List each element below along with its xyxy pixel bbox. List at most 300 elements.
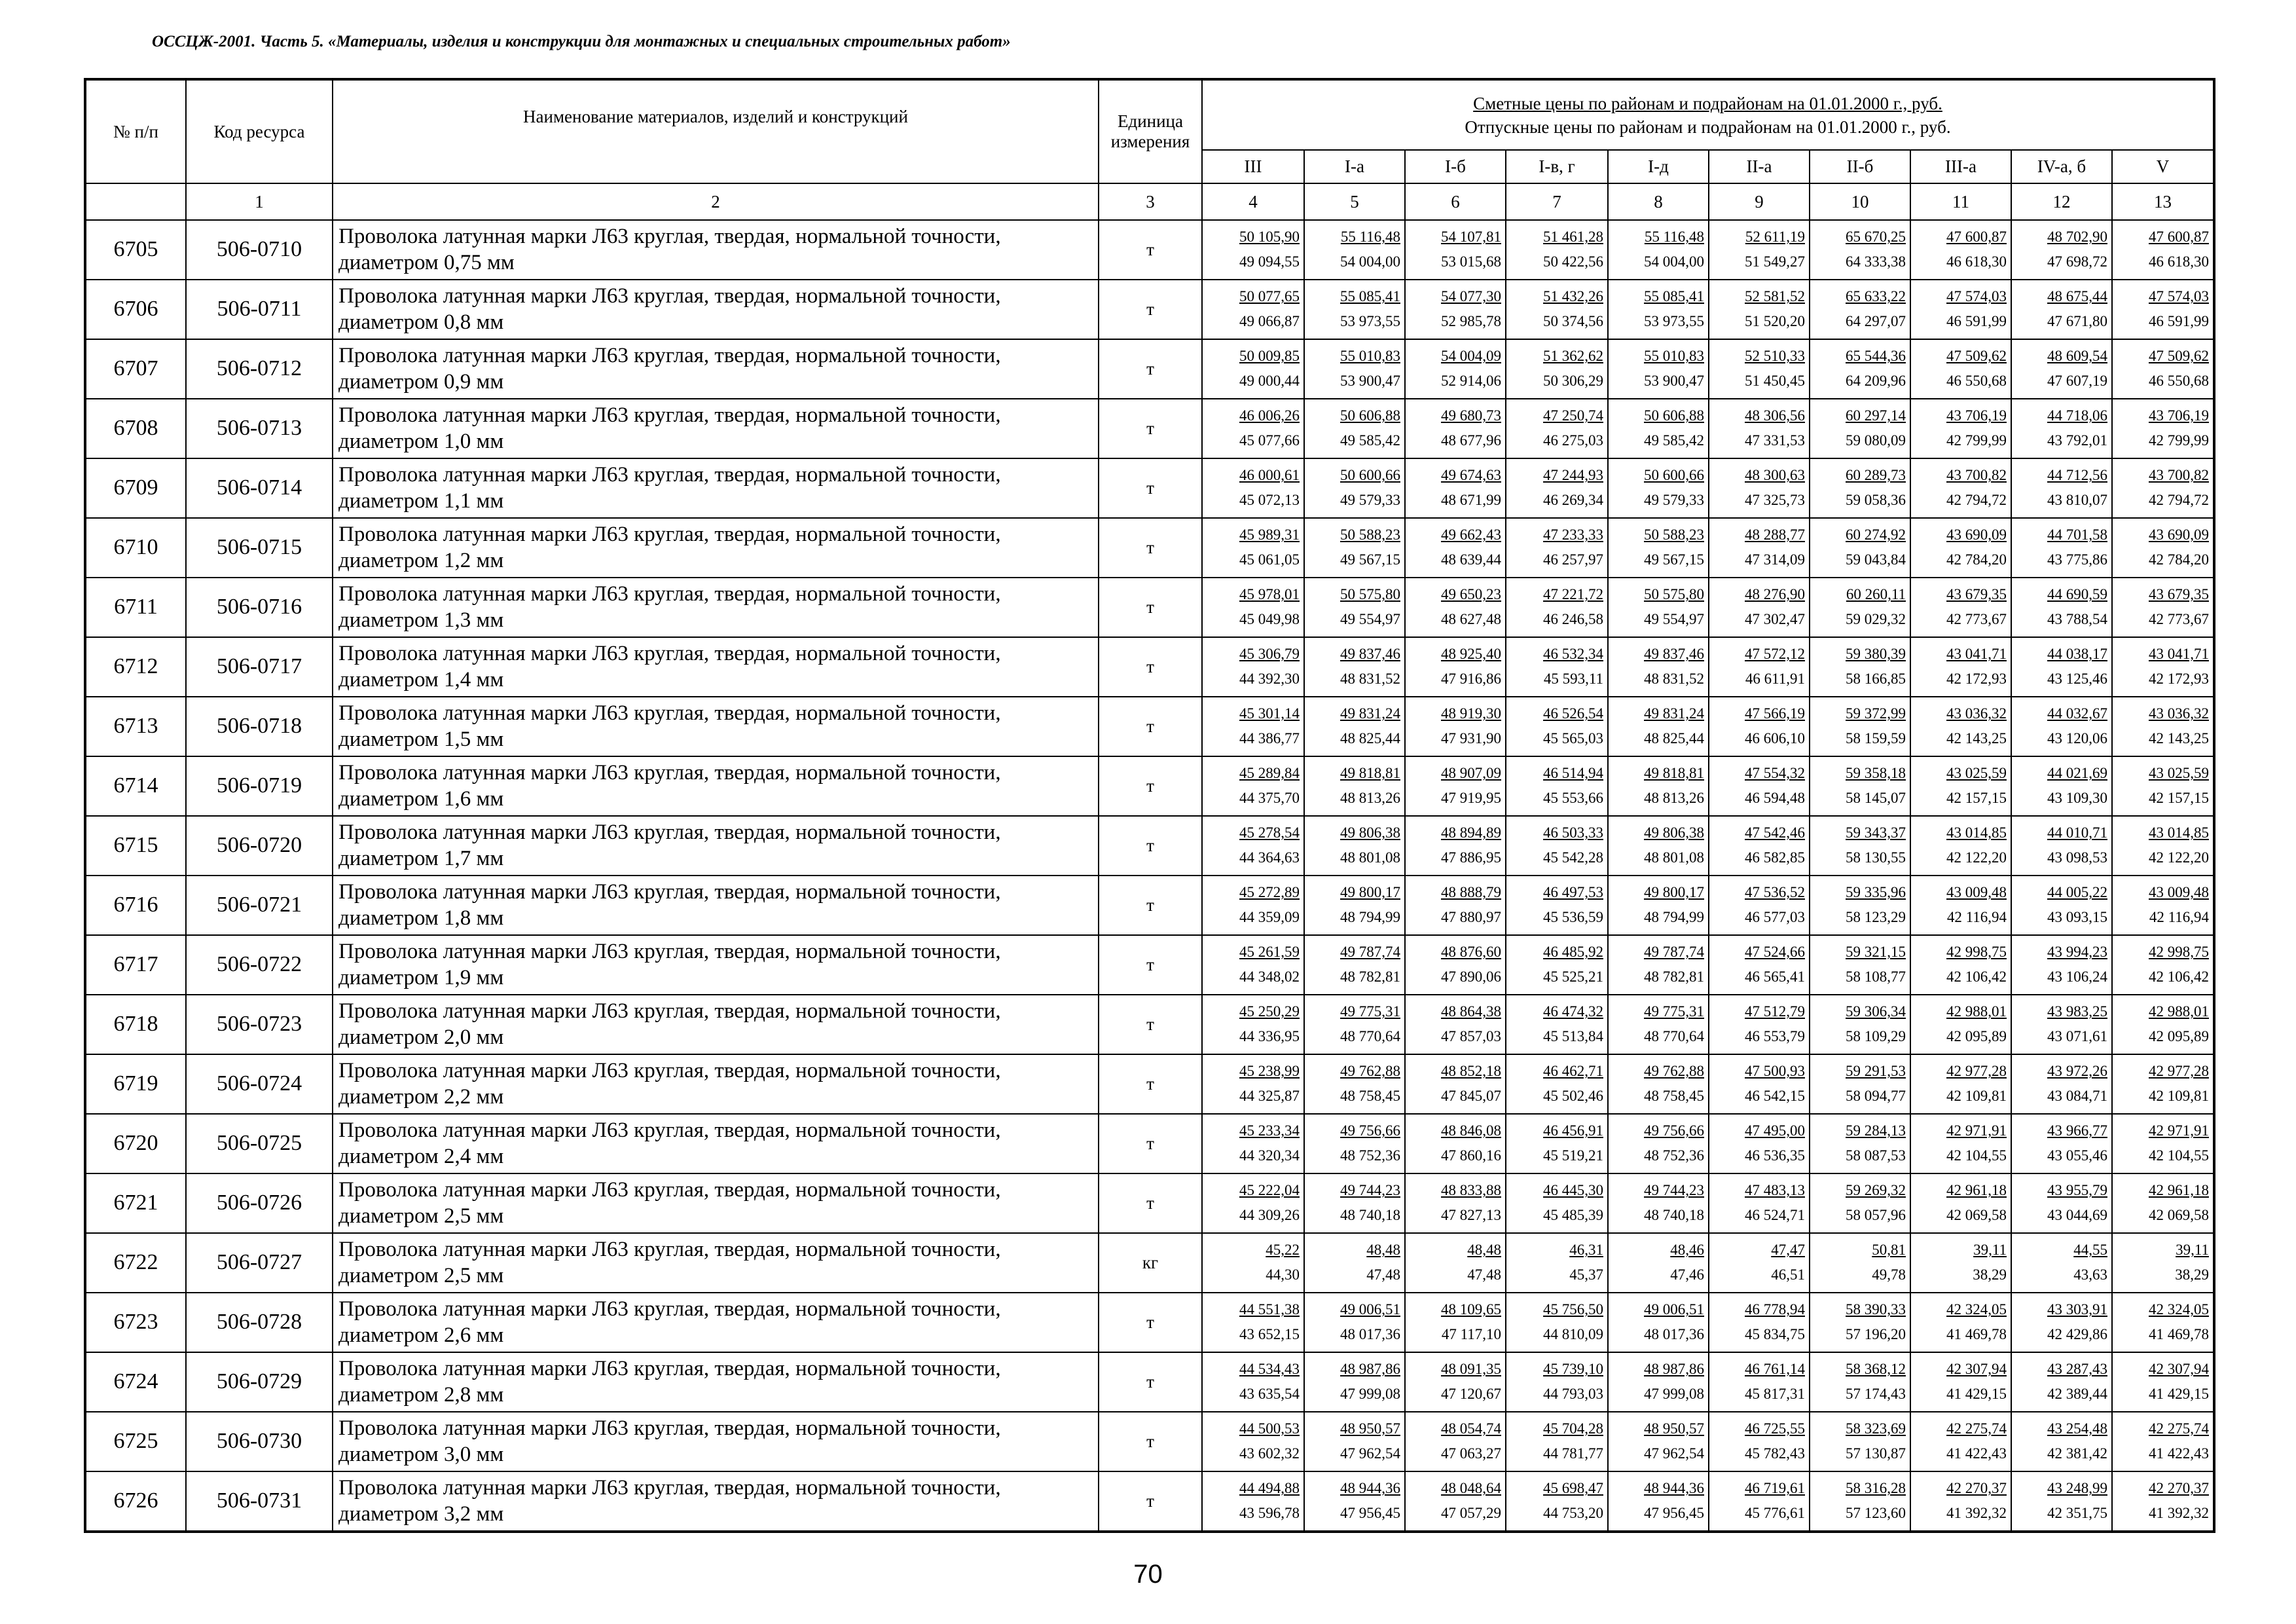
release-price: 47 120,67 [1441, 1386, 1501, 1403]
material-name: Проволока латунная марки Л63 круглая, твердая, нормальной точности, диаметром 0,8 мм [333, 280, 1099, 339]
column-number-row [85, 183, 2214, 220]
price-cell [1304, 1233, 1405, 1293]
release-price: 45 077,66 [1239, 432, 1300, 449]
column-number: 10 [1810, 183, 1910, 220]
estimated-price: 48 833,88 [1441, 1182, 1501, 1199]
estimated-price: 48 288,77 [1745, 526, 1805, 544]
estimated-price: 60 297,14 [1846, 407, 1906, 424]
row-number: 6714 [85, 756, 186, 816]
table-row [85, 995, 2214, 1054]
price-cell [1910, 1114, 2011, 1173]
column-number: 12 [2011, 183, 2112, 220]
estimated-price: 59 380,39 [1846, 646, 1906, 663]
unit: т [1099, 339, 1202, 399]
price-cell [1304, 518, 1405, 578]
unit: т [1099, 1352, 1202, 1412]
estimated-price: 39,11 [2176, 1242, 2209, 1259]
release-price: 42 116,94 [2149, 909, 2209, 926]
estimated-price: 60 289,73 [1846, 467, 1906, 484]
estimated-price: 59 358,18 [1846, 765, 1906, 782]
table-row [85, 220, 2214, 280]
estimated-price: 43 706,19 [1946, 407, 2007, 424]
estimated-price: 42 324,05 [1946, 1301, 2007, 1318]
estimated-price: 49 806,38 [1644, 824, 1704, 841]
price-cell [2112, 995, 2214, 1054]
price-cell [1608, 876, 1709, 935]
material-name: Проволока латунная марки Л63 круглая, твердая, нормальной точности, диаметром 3,0 мм [333, 1412, 1099, 1471]
release-price: 41 422,43 [2149, 1445, 2209, 1462]
price-cell [1304, 280, 1405, 339]
release-price: 57 174,43 [1846, 1386, 1906, 1403]
estimated-price: 50 105,90 [1239, 229, 1300, 246]
estimated-price: 48 306,56 [1745, 407, 1805, 424]
resource-code: 506-0723 [186, 995, 333, 1054]
price-cell [1810, 1114, 1910, 1173]
price-cell [1304, 935, 1405, 995]
unit: т [1099, 1114, 1202, 1173]
release-price: 48 825,44 [1340, 730, 1400, 747]
release-price: 43 084,71 [2047, 1088, 2107, 1105]
estimated-price: 42 998,75 [1946, 944, 2007, 961]
release-price: 51 450,45 [1745, 373, 1805, 390]
estimated-price: 43 014,85 [2149, 824, 2209, 841]
release-price: 45 485,39 [1543, 1207, 1603, 1224]
release-price: 42 106,42 [2149, 969, 2209, 986]
release-price: 50 374,56 [1543, 313, 1603, 330]
release-price: 49 000,44 [1239, 373, 1300, 390]
price-cell [2112, 1233, 2214, 1293]
estimated-price: 58 368,12 [1846, 1361, 1906, 1378]
estimated-price: 46 474,32 [1543, 1003, 1603, 1020]
price-cell [1608, 1054, 1709, 1114]
unit: т [1099, 458, 1202, 518]
column-number: 1 [186, 183, 333, 220]
price-cell [2112, 339, 2214, 399]
material-name: Проволока латунная марки Л63 круглая, твердая, нормальной точности, диаметром 1,0 мм [333, 399, 1099, 458]
price-cell [1608, 1233, 1709, 1293]
estimated-price: 58 323,69 [1846, 1420, 1906, 1437]
price-cell [1202, 1114, 1304, 1173]
price-cell [2011, 756, 2112, 816]
release-price: 46 582,85 [1745, 849, 1805, 866]
running-header: ОССЦЖ-2001. Часть 5. «Материалы, изделия и конструкции для монтажных и специальных строительных работ» [152, 33, 1011, 50]
unit: т [1099, 399, 1202, 458]
release-price: 47 956,45 [1340, 1505, 1400, 1522]
price-cell [1810, 1293, 1910, 1352]
resource-code: 506-0711 [186, 280, 333, 339]
estimated-price: 45 272,89 [1239, 884, 1300, 901]
price-cell [1709, 280, 1810, 339]
price-cell [2011, 220, 2112, 280]
release-price: 47,46 [1670, 1266, 1704, 1283]
estimated-price: 45 301,14 [1239, 705, 1300, 722]
price-cell [2112, 876, 2214, 935]
price-cell [1709, 399, 1810, 458]
estimated-price: 44 010,71 [2047, 824, 2107, 841]
price-cell [2112, 1412, 2214, 1471]
estimated-price: 59 335,96 [1846, 884, 1906, 901]
estimated-price: 42 275,74 [2149, 1420, 2209, 1437]
price-cell [1608, 935, 1709, 995]
price-cell [1910, 1173, 2011, 1233]
resource-code: 506-0725 [186, 1114, 333, 1173]
release-price: 47 698,72 [2047, 253, 2107, 270]
table-row [85, 458, 2214, 518]
estimated-price: 49 744,23 [1340, 1182, 1400, 1199]
release-price: 58 145,07 [1846, 790, 1906, 807]
estimated-price: 50 575,80 [1644, 586, 1704, 603]
estimated-price: 42 971,91 [2149, 1122, 2209, 1139]
price-cell [1506, 458, 1608, 518]
price-cell [1910, 816, 2011, 876]
price-cell [1202, 399, 1304, 458]
resource-code: 506-0729 [186, 1352, 333, 1412]
price-cell [2011, 1114, 2112, 1173]
price-cell [1202, 756, 1304, 816]
release-price: 47 607,19 [2047, 373, 2107, 390]
price-cell [1304, 458, 1405, 518]
estimated-price: 43 036,32 [2149, 705, 2209, 722]
estimated-price: 48 054,74 [1441, 1420, 1501, 1437]
release-price: 48 801,08 [1340, 849, 1400, 866]
price-cell [1506, 518, 1608, 578]
price-cell [1202, 578, 1304, 637]
row-number: 6705 [85, 220, 186, 280]
price-cell [1304, 1054, 1405, 1114]
price-cell [1709, 1471, 1810, 1532]
estimated-price: 49 756,66 [1340, 1122, 1400, 1139]
estimated-price: 46 725,55 [1745, 1420, 1805, 1437]
release-price: 42 157,15 [2149, 790, 2209, 807]
region-header: I-в, г [1506, 150, 1608, 183]
page-number: 70 [1133, 1560, 1163, 1589]
unit: т [1099, 697, 1202, 756]
estimated-price: 42 307,94 [2149, 1361, 2209, 1378]
release-price: 48 794,99 [1340, 909, 1400, 926]
estimated-price: 44 021,69 [2047, 765, 2107, 782]
release-price: 47 860,16 [1441, 1147, 1501, 1164]
release-price: 48 017,36 [1644, 1326, 1704, 1343]
price-cell [1810, 1233, 1910, 1293]
region-header: III [1202, 150, 1304, 183]
estimated-price: 47 600,87 [1946, 229, 2007, 246]
estimated-price: 49 806,38 [1340, 824, 1400, 841]
estimated-price: 50 575,80 [1340, 586, 1400, 603]
release-price: 47 857,03 [1441, 1028, 1501, 1045]
estimated-price: 42 270,37 [1946, 1480, 2007, 1497]
release-price: 53 973,55 [1340, 313, 1400, 330]
release-price: 53 900,47 [1340, 373, 1400, 390]
estimated-price: 43 955,79 [2047, 1182, 2107, 1199]
price-cell [1709, 637, 1810, 697]
region-header: III-а [1910, 150, 2011, 183]
estimated-price: 47 512,79 [1745, 1003, 1805, 1020]
release-price: 54 004,00 [1340, 253, 1400, 270]
release-price: 48 740,18 [1644, 1207, 1704, 1224]
price-cell [1506, 220, 1608, 280]
estimated-price: 48 944,36 [1644, 1480, 1704, 1497]
estimated-price: 42 998,75 [2149, 944, 2209, 961]
estimated-price: 49 775,31 [1644, 1003, 1704, 1020]
release-price: 64 209,96 [1846, 373, 1906, 390]
material-name: Проволока латунная марки Л63 круглая, твердая, нормальной точности, диаметром 3,2 мм [333, 1471, 1099, 1532]
release-price: 64 297,07 [1846, 313, 1906, 330]
price-cell [2011, 458, 2112, 518]
price-cell [2112, 1293, 2214, 1352]
release-price: 45 542,28 [1543, 849, 1603, 866]
estimated-price: 45 739,10 [1543, 1361, 1603, 1378]
unit: т [1099, 1173, 1202, 1233]
release-price: 45 061,05 [1239, 551, 1300, 568]
price-cell [1405, 1233, 1506, 1293]
price-cell [1709, 339, 1810, 399]
release-price: 48 770,64 [1644, 1028, 1704, 1045]
estimated-price: 43 966,77 [2047, 1122, 2107, 1139]
release-price: 42 143,25 [2149, 730, 2209, 747]
row-number: 6712 [85, 637, 186, 697]
estimated-price: 55 085,41 [1340, 288, 1400, 305]
price-cell [1709, 1293, 1810, 1352]
estimated-price: 43 025,59 [2149, 765, 2209, 782]
resource-code: 506-0721 [186, 876, 333, 935]
unit: т [1099, 995, 1202, 1054]
estimated-price: 43 690,09 [1946, 526, 2007, 544]
estimated-price: 44 690,59 [2047, 586, 2107, 603]
estimated-price: 43 679,35 [1946, 586, 2007, 603]
estimated-price: 42 961,18 [1946, 1182, 2007, 1199]
estimated-price: 49 674,63 [1441, 467, 1501, 484]
price-cell [1608, 339, 1709, 399]
estimated-price: 48,48 [1366, 1242, 1400, 1259]
estimated-price: 59 343,37 [1846, 824, 1906, 841]
release-price: 45 519,21 [1543, 1147, 1603, 1164]
estimated-price: 49 831,24 [1340, 705, 1400, 722]
price-cell [1202, 1054, 1304, 1114]
material-name: Проволока латунная марки Л63 круглая, твердая, нормальной точности, диаметром 1,7 мм [333, 816, 1099, 876]
release-price: 45 525,21 [1543, 969, 1603, 986]
price-cell [1608, 220, 1709, 280]
estimated-price: 42 307,94 [1946, 1361, 2007, 1378]
release-price: 49 567,15 [1340, 551, 1400, 568]
estimated-price: 44 534,43 [1239, 1361, 1300, 1378]
price-cell [1810, 458, 1910, 518]
estimated-price: 45,22 [1266, 1242, 1300, 1259]
release-price: 48 758,45 [1644, 1088, 1704, 1105]
estimated-price: 49 762,88 [1340, 1063, 1400, 1080]
unit: т [1099, 1471, 1202, 1532]
price-cell [1506, 339, 1608, 399]
price-cell [2112, 637, 2214, 697]
resource-code: 506-0713 [186, 399, 333, 458]
estimated-price: 44 718,06 [2047, 407, 2107, 424]
price-cell [1202, 220, 1304, 280]
price-cell [2112, 578, 2214, 637]
price-cell [2011, 816, 2112, 876]
release-price: 43 810,07 [2047, 492, 2107, 509]
resource-code: 506-0715 [186, 518, 333, 578]
price-cell [1608, 458, 1709, 518]
price-cell [2011, 399, 2112, 458]
release-price: 46 524,71 [1745, 1207, 1805, 1224]
release-price: 64 333,38 [1846, 253, 1906, 270]
release-price: 46 618,30 [1946, 253, 2007, 270]
release-price: 47 063,27 [1441, 1445, 1501, 1462]
estimated-price: 43 700,82 [1946, 467, 2007, 484]
col-header-code: Код ресурса [186, 79, 333, 183]
material-name: Проволока латунная марки Л63 круглая, твердая, нормальной точности, диаметром 0,9 мм [333, 339, 1099, 399]
estimated-price: 60 274,92 [1846, 526, 1906, 544]
price-cell [2011, 876, 2112, 935]
estimated-price: 52 611,19 [1745, 229, 1805, 246]
release-price: 42 799,99 [2149, 432, 2209, 449]
price-cell [1405, 399, 1506, 458]
price-cell [1202, 697, 1304, 756]
release-price: 46 606,10 [1745, 730, 1805, 747]
release-price: 42 389,44 [2047, 1386, 2107, 1403]
material-name: Проволока латунная марки Л63 круглая, твердая, нормальной точности, диаметром 1,6 мм [333, 756, 1099, 816]
price-cell [1608, 1412, 1709, 1471]
estimated-price: 43 700,82 [2149, 467, 2209, 484]
release-price: 44 386,77 [1239, 730, 1300, 747]
price-cell [1709, 458, 1810, 518]
estimated-price: 49 744,23 [1644, 1182, 1704, 1199]
material-name: Проволока латунная марки Л63 круглая, твердая, нормальной точности, диаметром 2,6 мм [333, 1293, 1099, 1352]
release-price: 45 593,11 [1543, 671, 1603, 688]
price-cell [1304, 578, 1405, 637]
release-price: 45,37 [1569, 1266, 1603, 1283]
row-number: 6707 [85, 339, 186, 399]
estimated-price: 45 233,34 [1239, 1122, 1300, 1139]
table-row [85, 816, 2214, 876]
estimated-price: 45 289,84 [1239, 765, 1300, 782]
release-price: 44 320,34 [1239, 1147, 1300, 1164]
col-header-unit: Единица измерения [1099, 79, 1202, 183]
release-price: 41 429,15 [2149, 1386, 2209, 1403]
estimated-price: 50 588,23 [1340, 526, 1400, 544]
price-cell [1506, 637, 1608, 697]
release-price: 47 890,06 [1441, 969, 1501, 986]
estimated-price: 42 324,05 [2149, 1301, 2209, 1318]
price-cell [1810, 995, 1910, 1054]
release-price: 51 520,20 [1745, 313, 1805, 330]
release-price: 42 104,55 [2149, 1147, 2209, 1164]
estimated-price: 46 485,92 [1543, 944, 1603, 961]
release-price: 57 196,20 [1846, 1326, 1906, 1343]
estimated-price: 44 038,17 [2047, 646, 2107, 663]
estimated-price: 39,11 [1973, 1242, 2007, 1259]
col-header-prices [1202, 79, 2214, 150]
price-table [84, 78, 2215, 1533]
release-price: 48 782,81 [1644, 969, 1704, 986]
estimated-price: 65 670,25 [1846, 229, 1906, 246]
price-cell [1709, 756, 1810, 816]
estimated-price: 43 994,23 [2047, 944, 2107, 961]
estimated-price: 46 503,33 [1543, 824, 1603, 841]
release-price: 45 776,61 [1745, 1505, 1805, 1522]
price-cell [1709, 1352, 1810, 1412]
price-cell [1304, 399, 1405, 458]
unit: т [1099, 1054, 1202, 1114]
price-cell [1405, 1173, 1506, 1233]
release-price: 38,29 [1973, 1266, 2007, 1283]
release-price: 43 044,69 [2047, 1207, 2107, 1224]
region-header: I-б [1405, 150, 1506, 183]
release-price: 46 550,68 [2149, 373, 2209, 390]
estimated-price: 48,46 [1670, 1242, 1704, 1259]
price-cell [1304, 1412, 1405, 1471]
release-price: 47 671,80 [2047, 313, 2107, 330]
release-price: 49 066,87 [1239, 313, 1300, 330]
release-price: 41 429,15 [1946, 1386, 2007, 1403]
resource-code: 506-0724 [186, 1054, 333, 1114]
unit: т [1099, 220, 1202, 280]
price-cell [1506, 1293, 1608, 1352]
release-price: 44 753,20 [1543, 1505, 1603, 1522]
price-cell [1405, 995, 1506, 1054]
price-cell [1405, 518, 1506, 578]
release-price: 43 652,15 [1239, 1326, 1300, 1343]
price-cell [1910, 1352, 2011, 1412]
price-cell [1506, 1412, 1608, 1471]
estimated-price: 45 261,59 [1239, 944, 1300, 961]
release-price: 52 914,06 [1441, 373, 1501, 390]
release-price: 47 999,08 [1644, 1386, 1704, 1403]
table-row [85, 1412, 2214, 1471]
estimated-price: 44,55 [2073, 1242, 2107, 1259]
release-price: 49 579,33 [1340, 492, 1400, 509]
material-name: Проволока латунная марки Л63 круглая, твердая, нормальной точности, диаметром 2,4 мм [333, 1114, 1099, 1173]
price-cell [1405, 935, 1506, 995]
column-number: 3 [1099, 183, 1202, 220]
price-cell [1405, 697, 1506, 756]
release-price: 48 782,81 [1340, 969, 1400, 986]
column-number: 11 [1910, 183, 2011, 220]
estimated-price: 58 390,33 [1846, 1301, 1906, 1318]
release-price: 42 381,42 [2047, 1445, 2107, 1462]
estimated-price: 47 244,93 [1543, 467, 1603, 484]
price-cell [1202, 1412, 1304, 1471]
price-cell [1405, 1293, 1506, 1352]
release-price: 45 502,46 [1543, 1088, 1603, 1105]
price-cell [1202, 935, 1304, 995]
price-cell [2011, 1233, 2112, 1293]
price-cell [1304, 1352, 1405, 1412]
release-price: 42 799,99 [1946, 432, 2007, 449]
estimated-price: 48 944,36 [1340, 1480, 1400, 1497]
release-price: 42 172,93 [2149, 671, 2209, 688]
price-cell [1202, 1233, 1304, 1293]
price-cell [1506, 1054, 1608, 1114]
estimated-price: 59 306,34 [1846, 1003, 1906, 1020]
release-price: 42 116,94 [1946, 909, 2007, 926]
release-price: 44 325,87 [1239, 1088, 1300, 1105]
region-header: V [2112, 150, 2214, 183]
price-cell [1810, 876, 1910, 935]
price-cell [1910, 1412, 2011, 1471]
price-cell [2011, 578, 2112, 637]
price-cell [1608, 697, 1709, 756]
estimated-price: 43 009,48 [1946, 884, 2007, 901]
release-price: 48 752,36 [1340, 1147, 1400, 1164]
estimated-price: 48 907,09 [1441, 765, 1501, 782]
price-cell [1608, 399, 1709, 458]
release-price: 45 553,66 [1543, 790, 1603, 807]
price-cell [1810, 280, 1910, 339]
price-cell [1910, 1233, 2011, 1293]
table-row [85, 637, 2214, 697]
estimated-price: 47 250,74 [1543, 407, 1603, 424]
estimated-price: 47 483,13 [1745, 1182, 1805, 1199]
